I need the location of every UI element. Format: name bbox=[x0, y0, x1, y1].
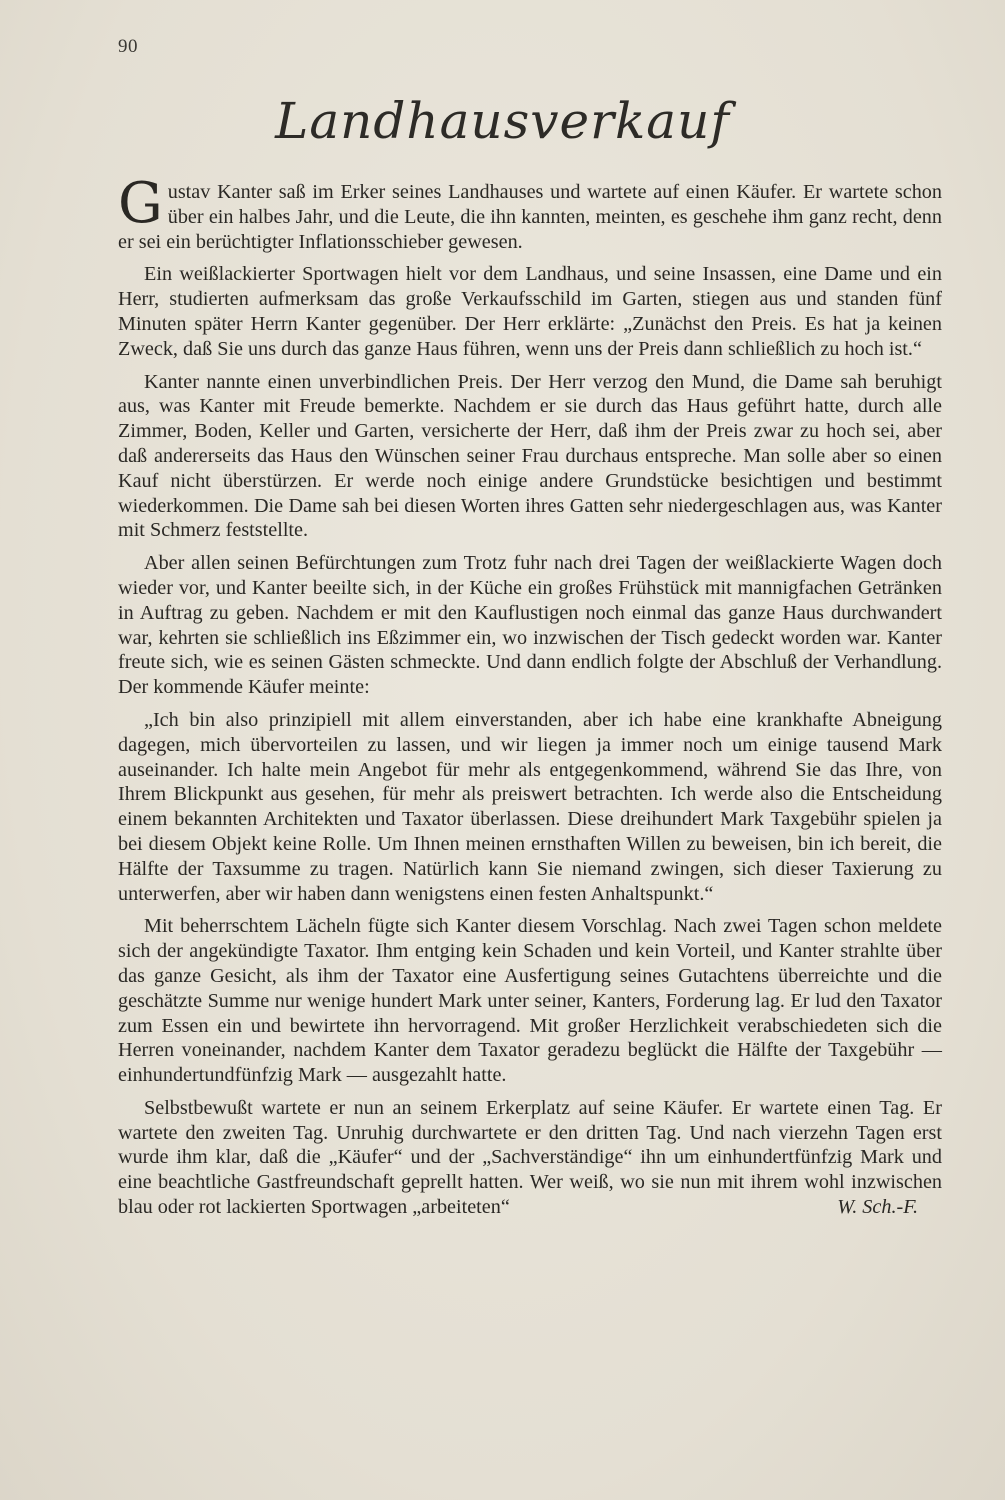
page-number: 90 bbox=[118, 36, 138, 57]
paragraph-7 bbox=[118, 1096, 942, 1220]
article-title: Landhausverkauf bbox=[275, 92, 730, 150]
paragraph-2: Ein weißlackierter Sportwagen hielt vor dem Landhaus, und seine Insassen, eine Dame und ein Herr, studierten aufmerksam das große Verkaufsschild im Garten, stiegen aus und standen fünf Minuten später Herrn Kanter gegenüber. Der Herr erklärte: „Zunächst den Preis. Es hat ja keinen Zweck, daß Sie uns durch das ganze Haus führen, wenn uns der Preis dann schließlich zu hoch ist.“ bbox=[118, 263, 942, 360]
quote-paragraph: „Ich bin also prinzipiell mit allem einverstanden, aber ich habe eine krankhafte Abneigung dagegen, mich übervorteilen zu lassen, und wir liegen ja immer noch um einige tausend Mark auseinander. Ich halte mein Angebot für mehr als entgegenkommend, während Sie das Ihre, von Ihrem Blickpunkt aus gesehen, für mehr als preiswert betrachten. Ich werde also die Entscheidung einem bekannten Architekten und Taxator überlassen. Diese dreihundert Mark Taxgebühr spielen ja bei diesem Objekt keine Rolle. Um Ihnen meinen ernsthaften Willen zu beweisen, bin ich bereit, die Hälfte der Taxsumme zu tragen. Natürlich kann Sie niemand zwingen, sich dieser Taxierung zu unterwerfen, aber wir haben dann wenigstens einen festen Anhaltspunkt.“ bbox=[118, 708, 942, 905]
drop-cap: G bbox=[118, 171, 163, 236]
paragraph-3: Kanter nannte einen unverbindlichen Preis. Der Herr verzog den Mund, die Dame sah beruhigt aus, was Kanter mit Freude bemerkte. Nachdem er sie durch das Haus geführt hatte, durch alle Zimmer, Boden, Keller und Garten, versicherte der Herr, daß ihm der Preis zwar zu hoch sei, aber daß andererseits das Haus den Wünschen seiner Frau durchaus entspreche. Man solle aber so einen Kauf nicht überstürzen. Er werde noch einige andere Grundstücke besichtigen und bestimmt wiederkommen. Die Dame sah bei diesen Worten ihres Gatten sehr niedergeschlagen aus, was Kanter mit Schmerz feststellte. bbox=[118, 370, 942, 542]
author-signature: W. Sch.-F. bbox=[837, 1196, 918, 1219]
paragraph-7-text: Selbstbewußt wartete er nun an seinem Erkerplatz auf seine Käufer. Er wartete einen Tag. Er wartete den zweiten Tag. Unruhig durchwartete er den dritten Tag. Und nach vierzehn Tagen erst wurde ihm klar, daß die „Käufer“ und der „Sachverständige“ ihn um einhundertfünfzig Mark und eine beachtliche Gastfreundschaft geprellt hatten. Wer weiß, wo sie nun mit ihrem wohl inzwischen blau oder rot lackierten Sportwagen „arbeiteten“ bbox=[118, 1096, 942, 1219]
article-body bbox=[118, 171, 942, 1228]
paragraph-4: Aber allen seinen Befürchtungen zum Trotz fuhr nach drei Tagen der weißlackierte Wagen doch wieder vor, und Kanter beeilte sich, in der Küche ein großes Frühstück mit mannigfachen Getränken in Auftrag zu geben. Nachdem er mit den Kauflustigen noch einmal das ganze Haus durchwandert war, kehrten sie schließlich ins Eßzimmer ein, wo inzwischen der Tisch gedeckt worden war. Kanter freute sich, wie es seinen Gästen schmeckte. Und dann endlich folgte der Abschluß der Verhandlung. Der kommende Käufer meinte: bbox=[118, 552, 942, 699]
paragraph-1 bbox=[118, 171, 942, 254]
paragraph-1-text: ustav Kanter saß im Erker seines Landhauses und wartete auf einen Käufer. Er wartete schon über ein halbes Jahr, und die Leute, die ihn kannten, meinten, es geschehe ihm ganz recht, denn er sei ein berüchtigter Inflationsschieber gewesen. bbox=[118, 181, 942, 253]
paragraph-6: Mit beherrschtem Lächeln fügte sich Kanter diesem Vorschlag. Nach zwei Tagen schon meldete sich der angekündigte Taxator. Ihm entging kein Schaden und kein Vorteil, und Kanter strahlte über das ganze Gesicht, als ihm der Taxator eine Ausfertigung seines Gutachtens überreichte und die geschätzte Summe nur wenige hundert Mark unter seiner, Kanters, Forderung lag. Er lud den Taxator zum Essen ein und bewirtete ihn hervorragend. Mit großer Herzlichkeit verabschiedeten sich die Herren voneinander, nachdem Kanter dem Taxator geradezu beglückt die Hälfte der Taxgebühr — einhundertundfünfzig Mark — ausgezahlt hatte. bbox=[118, 915, 942, 1087]
